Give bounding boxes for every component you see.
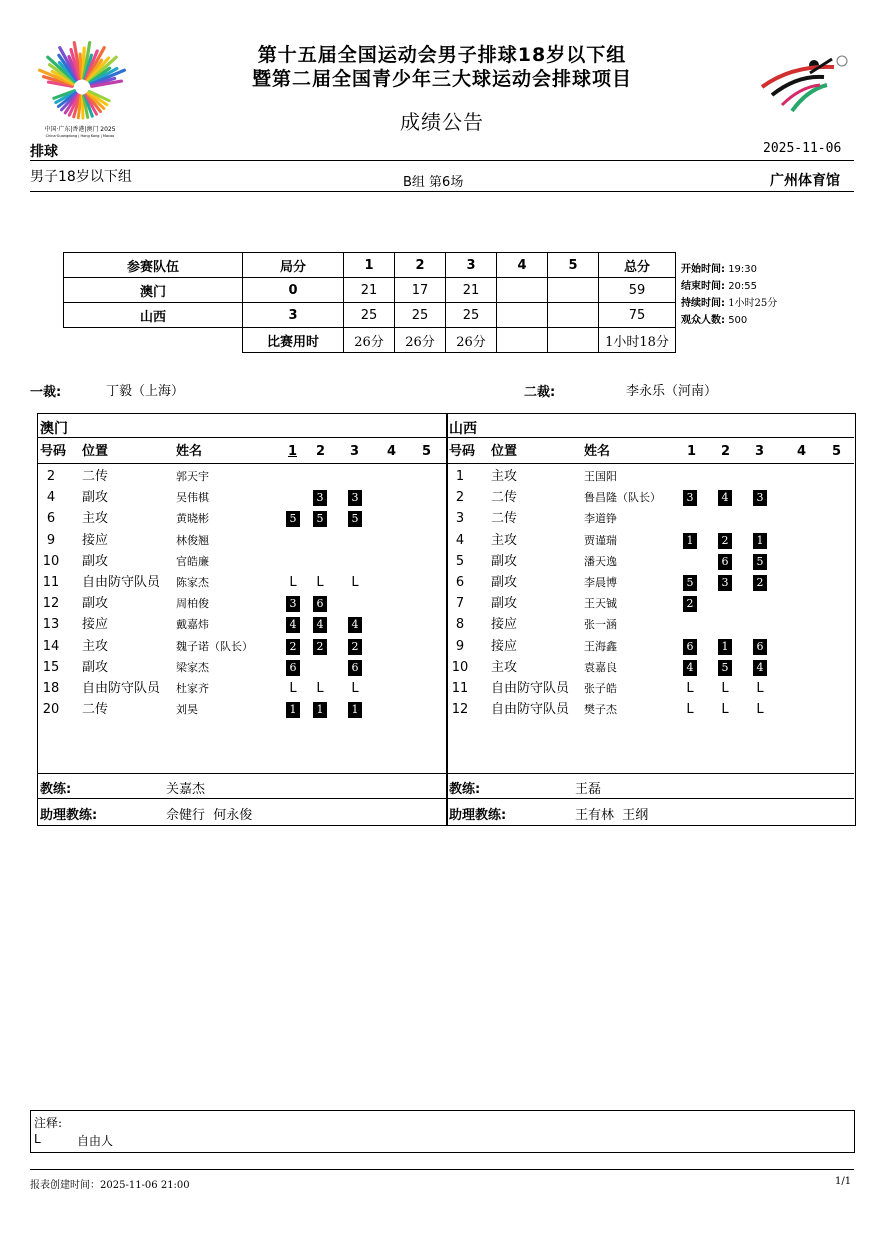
set-score (548, 303, 599, 328)
player-row (449, 551, 853, 572)
player-position: 主攻 (491, 659, 518, 675)
player-name: 鲁昌隆（队长） (584, 491, 661, 505)
player-row (40, 572, 444, 593)
set-duration (497, 328, 548, 353)
player-position: 主攻 (82, 638, 109, 654)
logo-caption: 中国·广东|香港|澳门 2025 (44, 126, 116, 133)
set-rotation (718, 551, 732, 572)
player-number: 11 (42, 575, 60, 590)
player-row (40, 508, 444, 529)
player-number: 9 (46, 532, 56, 548)
player-row (40, 614, 444, 635)
player-position: 主攻 (82, 511, 109, 527)
player-row (449, 593, 853, 614)
set-rotation (718, 636, 732, 657)
set-rotation (348, 657, 362, 678)
divider (37, 798, 854, 799)
set-score: 25 (395, 303, 446, 328)
player-number: 20 (42, 702, 60, 718)
set-duration (548, 328, 599, 353)
total-duration: 1小时18分 (599, 328, 676, 353)
set-duration: 26分 (344, 328, 395, 353)
player-position: 接应 (82, 532, 109, 548)
sport-label: 排球 (30, 144, 58, 160)
player-row (40, 551, 444, 572)
player-number: 2 (46, 469, 56, 484)
player-number: 11 (451, 681, 469, 696)
player-name: 李道铮 (584, 512, 617, 526)
player-row (40, 699, 444, 720)
starting-position: 6 (718, 554, 732, 570)
set-rotation (313, 508, 327, 529)
player-name: 杜家齐 (176, 682, 209, 695)
player-name: 樊子杰 (584, 703, 617, 717)
player-position: 副攻 (491, 553, 518, 569)
player-number: 8 (455, 617, 465, 633)
header-set: 2 (721, 444, 731, 459)
set-score: 25 (344, 303, 395, 328)
set-rotation (348, 487, 362, 508)
starting-position: 1 (286, 702, 300, 718)
player-row (449, 699, 853, 720)
player-name: 王海鑫 (584, 639, 617, 653)
starting-position: 4 (348, 617, 362, 633)
divider (30, 1169, 854, 1170)
starting-position: 2 (718, 533, 732, 549)
set-rotation (348, 572, 362, 593)
player-name: 李晨博 (584, 576, 617, 589)
libero-marker: L (756, 702, 764, 718)
player-position: 主攻 (491, 532, 518, 548)
total-score: 59 (599, 278, 676, 303)
player-position: 副攻 (82, 553, 109, 569)
libero-marker: L (316, 575, 324, 590)
set-rotation (753, 678, 767, 699)
first-referee-label: 一裁: (30, 385, 62, 400)
set-rotation (718, 699, 732, 720)
set-rotation (348, 508, 362, 529)
starting-position: 5 (718, 660, 732, 676)
starting-position: 4 (753, 660, 767, 676)
player-number: 13 (42, 617, 60, 633)
player-name: 张子皓 (584, 682, 617, 695)
player-position: 二传 (82, 469, 109, 484)
header-number: 号码 (449, 444, 476, 459)
libero-marker: L (756, 681, 764, 696)
team-name: 山西 (64, 303, 243, 328)
set-rotation (683, 657, 697, 678)
libero-marker: L (316, 681, 324, 696)
set-rotation (286, 636, 300, 657)
starting-position: 5 (313, 511, 327, 527)
total-score: 75 (599, 303, 676, 328)
player-row (40, 657, 444, 678)
divider (30, 160, 854, 161)
player-name: 贾谨瑞 (584, 533, 617, 547)
set-score: 21 (446, 278, 497, 303)
set-rotation (683, 678, 697, 699)
set-rotation (683, 530, 697, 551)
player-number: 10 (451, 659, 469, 675)
player-position: 副攻 (82, 659, 109, 675)
page-title-line1: 第十五届全国运动会男子排球18岁以下组 (257, 44, 627, 66)
player-position: 接应 (491, 617, 518, 633)
duration-label: 持续时间: (681, 298, 725, 309)
set-header: 5 (548, 253, 599, 278)
set-duration: 26分 (446, 328, 497, 353)
libero-marker: L (351, 575, 359, 590)
player-row (449, 678, 853, 699)
set-rotation (286, 614, 300, 635)
set-rotation (286, 508, 300, 529)
player-number: 9 (455, 638, 465, 654)
libero-marker: L (686, 702, 694, 718)
player-name: 吴伟棋 (176, 491, 209, 505)
set-score: 25 (446, 303, 497, 328)
set-rotation (683, 593, 697, 614)
player-name: 潘天逸 (584, 554, 617, 568)
match-label: B组 第6场 (403, 175, 464, 190)
starting-position: 6 (348, 660, 362, 676)
start-label: 开始时间: (681, 264, 725, 275)
set-score: 21 (344, 278, 395, 303)
header-name: 姓名 (584, 444, 611, 459)
header-set: 2 (316, 444, 326, 459)
logo-caption-en: China·Guangdong | Hong Kong | Macao (45, 134, 115, 138)
page-subtitle: 成绩公告 (400, 110, 484, 134)
player-row (449, 614, 853, 635)
libero-marker: L (721, 702, 729, 718)
first-referee: 丁毅（上海） (106, 384, 185, 399)
starting-position: 1 (313, 702, 327, 718)
set-rotation (313, 572, 327, 593)
player-number: 14 (42, 638, 60, 654)
starting-position: 5 (753, 554, 767, 570)
player-position: 二传 (491, 511, 518, 527)
set-rotation (348, 614, 362, 635)
starting-position: 3 (286, 596, 300, 612)
set-rotation (313, 614, 327, 635)
player-row (449, 572, 853, 593)
player-name: 郭天宇 (176, 470, 209, 483)
header-set: 4 (387, 444, 397, 459)
starting-position: 1 (718, 639, 732, 655)
set-rotation (313, 487, 327, 508)
starting-position: 4 (286, 617, 300, 633)
header-position: 位置 (82, 444, 109, 459)
notes-box (30, 1110, 855, 1153)
player-position: 自由防守队员 (491, 702, 570, 718)
set-rotation (753, 551, 767, 572)
starting-position: 2 (683, 596, 697, 612)
player-name: 魏子诺（队长） (176, 639, 253, 653)
starting-position: 1 (348, 702, 362, 718)
player-row (40, 636, 444, 657)
header-set: 4 (797, 444, 807, 459)
starting-position: 4 (313, 617, 327, 633)
end-label: 结束时间: (681, 281, 725, 292)
set-rotation (348, 636, 362, 657)
divider (37, 773, 854, 774)
notes-desc: 自由人 (77, 1134, 114, 1148)
header-set: 5 (832, 444, 842, 459)
player-number: 1 (455, 469, 465, 484)
starting-position: 3 (683, 490, 697, 506)
notes-key: L (34, 1132, 41, 1146)
libero-marker: L (721, 681, 729, 696)
col-sets-header: 局分 (243, 253, 344, 278)
team-left-name: 澳门 (40, 421, 68, 437)
starting-position: 5 (286, 511, 300, 527)
team-right-name: 山西 (449, 421, 477, 437)
second-referee-label: 二裁: (524, 385, 556, 400)
player-position: 副攻 (82, 596, 109, 612)
player-number: 5 (455, 553, 465, 569)
player-row (40, 530, 444, 551)
set-rotation (286, 678, 300, 699)
col-total-header: 总分 (599, 253, 676, 278)
divider (30, 191, 854, 192)
player-name: 官皓廉 (176, 554, 209, 568)
player-name: 刘昊 (176, 703, 198, 717)
starting-position: 3 (753, 490, 767, 506)
set-rotation (286, 657, 300, 678)
player-position: 主攻 (491, 469, 518, 484)
starting-position: 5 (348, 511, 362, 527)
player-row (40, 466, 444, 487)
set-duration: 26分 (395, 328, 446, 353)
starting-position: 4 (718, 490, 732, 506)
set-score (548, 278, 599, 303)
player-name: 周柏俊 (176, 597, 209, 611)
player-name: 袁嘉良 (584, 660, 617, 674)
player-number: 15 (42, 659, 60, 675)
score-table (63, 252, 676, 353)
player-number: 10 (42, 553, 60, 569)
set-rotation (683, 487, 697, 508)
starting-position: 3 (718, 575, 732, 591)
report-created: 报表创建时间：2025-11-06 21:00 (30, 1180, 190, 1191)
page-title-line2: 暨第二届全国青少年三大球运动会排球项目 (251, 68, 632, 90)
starting-position: 5 (683, 575, 697, 591)
starting-position: 2 (348, 639, 362, 655)
set-rotation (753, 530, 767, 551)
player-name: 梁家杰 (176, 660, 209, 674)
sets-won: 3 (243, 303, 344, 328)
starting-position: 1 (753, 533, 767, 549)
starting-position: 2 (286, 639, 300, 655)
player-row (449, 508, 853, 529)
player-position: 接应 (491, 638, 518, 654)
starting-position: 4 (683, 660, 697, 676)
player-row (449, 530, 853, 551)
player-row (449, 636, 853, 657)
player-number: 4 (455, 532, 465, 548)
set-score: 17 (395, 278, 446, 303)
set-rotation (313, 593, 327, 614)
player-position: 自由防守队员 (491, 681, 570, 696)
starting-position: 3 (313, 490, 327, 506)
set-rotation (718, 678, 732, 699)
set-score (497, 278, 548, 303)
starting-position: 1 (683, 533, 697, 549)
assistant-coach-names: 佘健行 何永俊 (166, 808, 253, 823)
divider (37, 437, 854, 438)
division-label: 男子18岁以下组 (30, 169, 132, 185)
player-position: 接应 (82, 617, 109, 633)
starting-position: 3 (348, 490, 362, 506)
player-row (449, 657, 853, 678)
set-header: 1 (344, 253, 395, 278)
player-number: 12 (451, 702, 469, 718)
header-set: 3 (755, 444, 765, 459)
coach-label: 教练: (449, 782, 481, 797)
player-row (449, 466, 853, 487)
match-date: 2025-11-06 (763, 141, 842, 156)
player-name: 张一涵 (584, 618, 617, 632)
second-referee: 李永乐（河南） (626, 384, 718, 399)
player-row (40, 487, 444, 508)
player-name: 王天铖 (584, 597, 617, 611)
set-rotation (683, 636, 697, 657)
assistant-coach-label: 助理教练: (40, 808, 98, 823)
divider (37, 463, 854, 464)
set-rotation (753, 699, 767, 720)
set-rotation (753, 657, 767, 678)
player-number: 4 (46, 490, 56, 506)
player-row (40, 678, 444, 699)
player-number: 6 (46, 511, 56, 527)
set-rotation (286, 593, 300, 614)
set-score (497, 303, 548, 328)
player-name: 戴嘉炜 (176, 618, 209, 632)
set-rotation (753, 487, 767, 508)
set-rotation (313, 699, 327, 720)
page-number: 1/1 (835, 1176, 852, 1187)
player-number: 6 (455, 575, 465, 590)
player-position: 自由防守队员 (82, 575, 161, 590)
player-number: 12 (42, 596, 60, 612)
player-name: 王国阳 (584, 470, 617, 483)
set-rotation (286, 572, 300, 593)
start-time: 19:30 (728, 264, 758, 275)
starting-position: 2 (753, 575, 767, 591)
set-rotation (753, 636, 767, 657)
roster-header-left (40, 441, 444, 462)
starting-position: 6 (313, 596, 327, 612)
set-rotation (683, 699, 697, 720)
set-rotation (348, 678, 362, 699)
attendance-value: 500 (728, 315, 748, 326)
header-position: 位置 (491, 444, 518, 459)
header-number: 号码 (40, 444, 67, 459)
duration-label: 比赛用时 (243, 328, 344, 353)
set-rotation (286, 699, 300, 720)
set-rotation (313, 678, 327, 699)
player-number: 18 (42, 681, 60, 696)
duration-value: 1小时25分 (728, 298, 778, 309)
set-rotation (683, 572, 697, 593)
player-row (40, 593, 444, 614)
set-header: 4 (497, 253, 548, 278)
set-rotation (718, 487, 732, 508)
starting-position: 6 (286, 660, 300, 676)
sets-won: 0 (243, 278, 344, 303)
header-name: 姓名 (176, 444, 203, 459)
set-rotation (718, 572, 732, 593)
player-position: 副攻 (491, 596, 518, 612)
starting-position: 6 (683, 639, 697, 655)
set-rotation (718, 657, 732, 678)
player-number: 7 (455, 596, 465, 612)
player-position: 副攻 (491, 575, 518, 590)
roster-header-right (449, 441, 853, 462)
starting-position: 2 (313, 639, 327, 655)
end-time: 20:55 (728, 281, 758, 292)
player-number: 3 (455, 511, 465, 527)
starting-position: 6 (753, 639, 767, 655)
set-rotation (313, 636, 327, 657)
assistant-coach-names: 王有林 王纲 (575, 808, 649, 823)
player-row (449, 487, 853, 508)
attendance-label: 观众人数: (681, 315, 725, 326)
player-name: 陈家杰 (176, 576, 209, 589)
notes-label: 注释: (34, 1116, 63, 1130)
set-rotation (753, 572, 767, 593)
header-set: 1 (288, 444, 298, 459)
player-name: 黄晓彬 (176, 512, 209, 526)
libero-marker: L (686, 681, 694, 696)
coach-name: 王磊 (575, 782, 602, 797)
team-name: 澳门 (64, 278, 243, 303)
header-set: 1 (687, 444, 697, 459)
libero-marker: L (289, 681, 297, 696)
assistant-coach-label: 助理教练: (449, 808, 507, 823)
player-position: 二传 (82, 702, 109, 718)
set-rotation (718, 530, 732, 551)
libero-marker: L (289, 575, 297, 590)
venue-label: 广州体育馆 (770, 173, 840, 189)
player-position: 副攻 (82, 490, 109, 506)
header-set: 3 (350, 444, 360, 459)
set-rotation (348, 699, 362, 720)
set-header: 3 (446, 253, 497, 278)
set-header: 2 (395, 253, 446, 278)
col-team-header: 参赛队伍 (64, 253, 243, 278)
player-name: 林俊翘 (176, 533, 209, 547)
player-position: 自由防守队员 (82, 681, 161, 696)
header-set: 5 (422, 444, 432, 459)
player-position: 二传 (491, 490, 518, 506)
match-info (681, 261, 777, 329)
coach-name: 关嘉杰 (166, 782, 206, 797)
libero-marker: L (351, 681, 359, 696)
coach-label: 教练: (40, 782, 72, 797)
player-number: 2 (455, 490, 465, 506)
